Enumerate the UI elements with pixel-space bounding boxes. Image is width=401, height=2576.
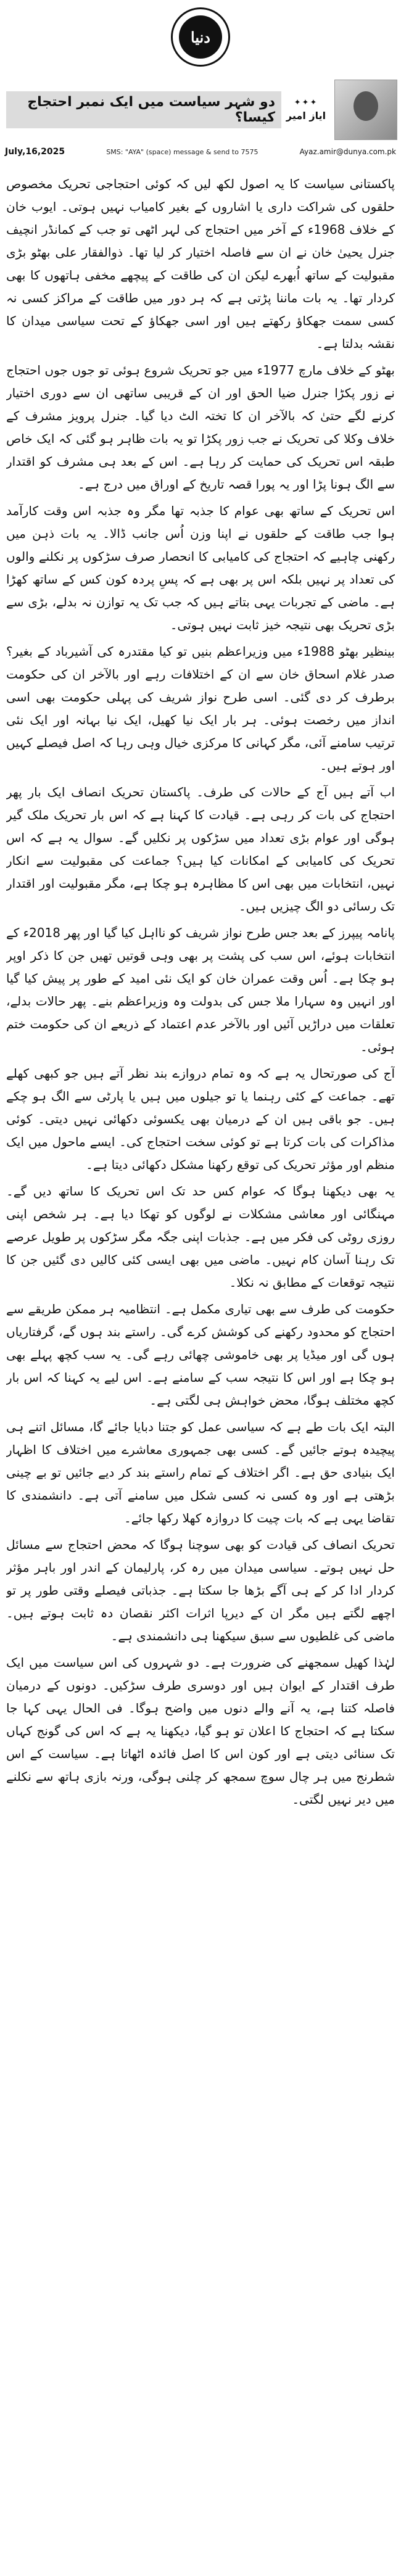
author-name: ایاز امیر	[286, 110, 326, 122]
stars-decoration: ✦✦✦	[294, 98, 318, 107]
article-paragraph: لہٰذا کھیل سمجھنے کی ضرورت ہے۔ دو شہروں کی اس سیاست میں ایک طرف اقتدار کے ایوان ہیں اور دوسری طرف سڑکیں۔ دونوں کے درمیان فاصلہ کتنا ہے، یہ آنے والے دنوں میں واضح ہوگا۔ فی الحال یہی کہا جا سکتا ہے کہ احتجاج کا اعلان تو ہو گیا، دیکھنا یہ ہے کہ اس کی گونج کہاں تک سنائی دیتی ہے اور کون اس کا اصل فائدہ اٹھاتا ہے۔ سیاست کے اس شطرنج میں ہر چال سوچ سمجھ کر چلنی ہوگی، ورنہ بازی ہاتھ سے نکلنے میں دیر نہیں لگتی۔	[6, 1655, 395, 1807]
author-block	[281, 98, 334, 122]
author-email[interactable]: Ayaz.amir@dunya.com.pk	[299, 147, 396, 156]
publish-date: July,16,2025	[5, 147, 65, 157]
author-photo	[334, 80, 397, 140]
article-paragraph: البتہ ایک بات طے ہے کہ سیاسی عمل کو جتنا دبایا جائے گا، مسائل اتنے ہی پیچیدہ ہوتے جائیں گے۔ کسی بھی جمہوری معاشرے میں اختلاف کا اظہار ایک بنیادی حق ہے۔ اگر اختلاف کے تمام راستے بند کر دیے جائیں تو بے چینی بڑھتی ہے اور وہ کسی نہ کسی شکل میں سامنے آتی ہے۔ دانشمندی کا تقاضا یہی ہے کہ بات چیت کا دروازہ کھلا رکھا جائے۔	[6, 1419, 395, 1525]
article-paragraph: اب آتے ہیں آج کے حالات کی طرف۔ پاکستان تحریک انصاف ایک بار پھر احتجاج کی بات کر رہی ہے۔ قیادت کا کہنا ہے کہ اس بار تحریک ملک گیر ہوگی اور عوام بڑی تعداد میں سڑکوں پر نکلیں گے۔ سوال یہ ہے کہ اس تحریک کی کامیابی کے امکانات کیا ہیں؟ جماعت کی مقبولیت سے انکار نہیں، انتخابات میں بھی اس کا مظاہرہ ہو چکا ہے، مگر مقبولیت اور اقتدار تک رسائی دو الگ چیزیں ہیں۔	[6, 785, 395, 914]
meta-row	[0, 139, 401, 164]
sms-instruction: SMS: "AYA" (space) message & send to 7575	[106, 147, 258, 156]
column-headline: دو شہر سیاست میں ایک نمبر احتجاج کیسا؟	[6, 91, 281, 128]
article-paragraph: آج کی صورتحال یہ ہے کہ وہ تمام دروازے بند نظر آتے ہیں جو کبھی کھلے تھے۔ جماعت کے کئی رہنما یا تو جیلوں میں ہیں یا پارٹی سے الگ ہو چکے ہیں۔ جو باقی ہیں ان کے درمیان بھی یکسوئی دکھائی نہیں دیتی۔ کوئی مذاکرات کی بات کرتا ہے تو کوئی سخت احتجاج کی۔ ایسے ماحول میں ایک منظم اور مؤثر تحریک کی توقع رکھنا مشکل دکھائی دیتا ہے۔	[6, 1066, 395, 1172]
article-paragraph: حکومت کی طرف سے بھی تیاری مکمل ہے۔ انتظامیہ ہر ممکن طریقے سے احتجاج کو محدود رکھنے کی کوشش کرے گی۔ راستے بند ہوں گے، گرفتاریاں ہوں گی اور میڈیا پر بھی خاموشی چھائی رہے گی۔ یہ سب کچھ پہلے بھی ہو چکا ہے اور اس کا نتیجہ سب کے سامنے ہے۔ اس لیے یہ کہنا کہ اس بار کچھ مختلف ہوگا، محض خواہش ہی لگتی ہے۔	[6, 1302, 395, 1408]
header-top-row	[0, 80, 401, 139]
article-paragraph: پانامہ پیپرز کے بعد جس طرح نواز شریف کو نااہل کیا گیا اور پھر 2018ء کے انتخابات ہوئے، اس سب کی پشت پر بھی وہی قوتیں تھیں جن کا ذکر اوپر ہو چکا ہے۔ اُس وقت عمران خان کو ایک نئی امید کے طور پر پیش کیا گیا اور انہیں وہ سہارا ملا جس کی بدولت وہ وزیراعظم بنے۔ پھر حالات بدلے، تعلقات میں دراڑیں آئیں اور بالآخر عدم اعتماد کے ذریعے ان کی حکومت ختم ہوئی۔	[6, 925, 395, 1054]
article-body	[6, 173, 395, 2566]
article-paragraph: اس تحریک کے ساتھ بھی عوام کا جذبہ تھا مگر وہ جذبہ اس وقت کارآمد ہوا جب طاقت کے حلقوں نے اپنا وزن اُس جانب ڈالا۔ یہ بات ذہن میں رکھنی چاہیے کہ احتجاج کی کامیابی کا انحصار صرف سڑکوں پر نکلنے والوں کی تعداد پر نہیں بلکہ اس پر بھی ہے کہ پسِ پردہ کون کس کے ساتھ کھڑا ہے۔ ماضی کے تجربات یہی بتاتے ہیں کہ جب تک یہ توازن نہ بدلے، بڑی سے بڑی تحریک بھی نتیجہ خیز ثابت نہیں ہوتی۔	[6, 503, 395, 632]
article-paragraph: یہ بھی دیکھنا ہوگا کہ عوام کس حد تک اس تحریک کا ساتھ دیں گے۔ مہنگائی اور معاشی مشکلات نے لوگوں کو تھکا دیا ہے۔ ہر شخص اپنی روزی روٹی کی فکر میں ہے۔ جذبات اپنی جگہ مگر سڑکوں پر طویل عرصے تک رہنا آسان کام نہیں۔ ماضی میں بھی ایسی کئی کالیں دی گئیں جن کا نتیجہ توقعات کے مطابق نہ نکلا۔	[6, 1184, 395, 1290]
dunya-logo	[171, 7, 230, 67]
article-paragraph: بھٹو کے خلاف مارچ 1977ء میں جو تحریک شروع ہوئی تو جوں جوں احتجاج نے زور پکڑا جنرل ضیا الحق اور ان کے قریبی ساتھی ان سے دوری اختیار کرنے لگے حتیٰ کہ بالآخر ان کا تختہ الٹ دیا گیا۔ جنرل پرویز مشرف کے خلاف وکلا کی تحریک نے جب زور پکڑا تو یہ بات ظاہر ہو گئی کہ ایک خاص طبقہ اس تحریک کی حمایت کر رہا ہے۔ اس کے بعد ہی مشرف کو اقتدار سے الگ ہونا پڑا اور یہ پورا قصہ تاریخ کے اوراق میں درج ہے۔	[6, 363, 395, 492]
article-paragraph: پاکستانی سیاست کا یہ اصول لکھ لیں کہ کوئی احتجاجی تحریک مخصوص حلقوں کی شراکت داری یا اشاروں کے بغیر کامیاب نہیں ہوتی۔ ایوب خان کے خلاف 1968ء کے آخر میں احتجاج کی لہر اٹھی تو جب کے کمانڈر انچیف جنرل یحییٰ خان نے ان سے فاصلہ اختیار کر لیا تھا۔ ذوالفقار علی بھٹو بڑی مقبولیت کے ساتھ اُبھرے لیکن ان کی طاقت کے پیچھے مخفی ہاتھوں کا بھی کردار تھا۔ یہ بات ماننا پڑتی ہے کہ ہر دور میں طاقت کے مراکز کسی نہ کسی سمت جھکاؤ رکھتے ہیں اور اسی جھکاؤ کے تحت سیاسی میدان کا نقشہ بدلتا ہے۔	[6, 176, 395, 351]
masthead	[0, 0, 401, 74]
column-header	[0, 80, 401, 167]
logo-text: دنیا	[179, 15, 222, 59]
article-paragraph: تحریک انصاف کی قیادت کو بھی سوچنا ہوگا کہ محض احتجاج سے مسائل حل نہیں ہوتے۔ سیاسی میدان میں رہ کر، پارلیمان کے اندر اور باہر مؤثر کردار ادا کر کے ہی آگے بڑھا جا سکتا ہے۔ جذباتی فیصلے وقتی طور پر تو اچھے لگتے ہیں مگر ان کے دیرپا اثرات اکثر نقصان دہ ثابت ہوتے ہیں۔ ماضی کی غلطیوں سے سبق سیکھنا ہی دانشمندی ہے۔	[6, 1537, 395, 1643]
article-paragraph: بینظیر بھٹو 1988ء میں وزیراعظم بنیں تو کیا مقتدرہ کی آشیرباد کے بغیر؟ صدر غلام اسحاق خان سے ان کے اختلافات رہے اور بالآخر ان کی حکومت برطرف کر دی گئی۔ اسی طرح نواز شریف کی پہلی حکومت بھی اسی انداز میں رخصت ہوئی۔ ہر بار ایک نیا کھیل، ایک نیا بہانہ اور ایک نئی ترتیب سامنے آئی، مگر کہانی کا مرکزی خیال وہی رہا کہ اصل فیصلے کہیں اور ہوتے ہیں۔	[6, 644, 395, 773]
